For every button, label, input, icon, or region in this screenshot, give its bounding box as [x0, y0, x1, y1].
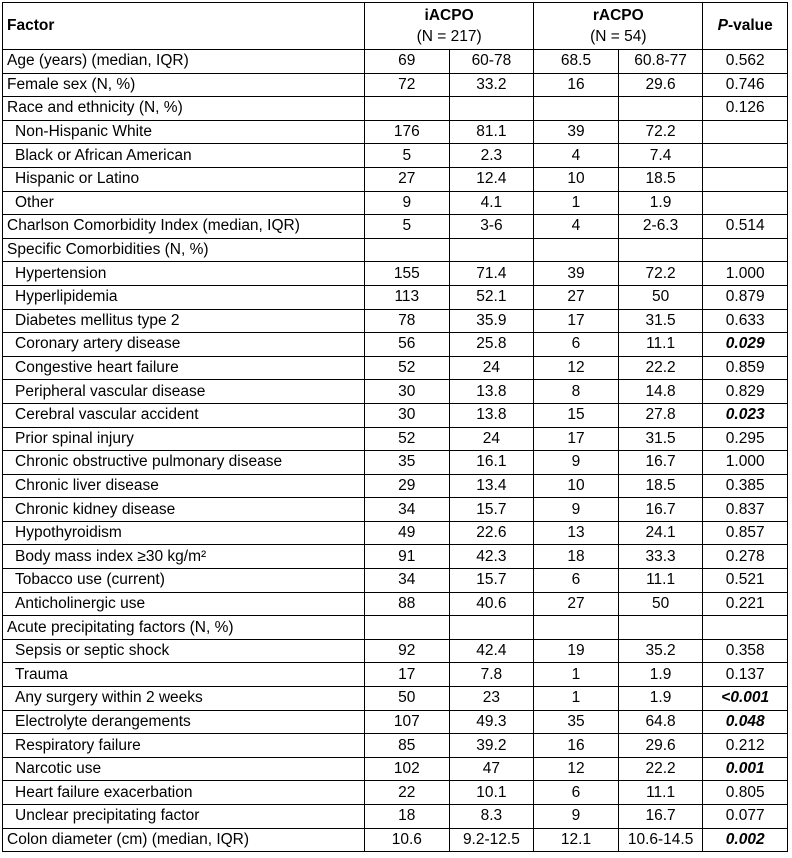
racpo-n-cell: 39 [534, 120, 619, 144]
pvalue-cell: 0.137 [703, 663, 788, 687]
racpo-n-cell: 1 [534, 663, 619, 687]
table-row [3, 663, 788, 687]
table-row [3, 734, 788, 758]
table-row [3, 191, 788, 215]
iacpo-value-cell [449, 616, 534, 640]
factor-cell: Female sex (N, %) [3, 73, 365, 97]
factor-cell: Any surgery within 2 weeks [3, 687, 365, 711]
table-row [3, 805, 788, 829]
iacpo-value-cell: 42.4 [449, 639, 534, 663]
racpo-value-cell: 11.1 [618, 781, 703, 805]
table-row [3, 215, 788, 239]
table-row [3, 403, 788, 427]
racpo-group-n: (N = 54) [590, 28, 647, 45]
racpo-value-cell: 16.7 [618, 498, 703, 522]
iacpo-value-cell: 49.3 [449, 710, 534, 734]
pvalue-cell: 1.000 [703, 451, 788, 475]
pvalue-cell: 0.077 [703, 805, 788, 829]
racpo-value-cell: 1.9 [618, 191, 703, 215]
table-row [3, 427, 788, 451]
racpo-value-cell: 16.7 [618, 805, 703, 829]
pvalue-cell: 0.837 [703, 498, 788, 522]
factor-cell: Hypothyroidism [3, 521, 365, 545]
iacpo-n-cell [365, 616, 450, 640]
table-row [3, 781, 788, 805]
iacpo-n-cell: 29 [365, 474, 450, 498]
iacpo-n-cell [365, 97, 450, 121]
racpo-n-cell: 12.1 [534, 828, 619, 852]
iacpo-n-cell [365, 238, 450, 262]
factor-cell: Other [3, 191, 365, 215]
iacpo-value-cell: 9.2-12.5 [449, 828, 534, 852]
racpo-n-cell: 1 [534, 191, 619, 215]
iacpo-n-cell: 30 [365, 403, 450, 427]
pvalue-cell: 0.295 [703, 427, 788, 451]
racpo-value-cell: 1.9 [618, 663, 703, 687]
table-row [3, 50, 788, 74]
racpo-value-cell: 18.5 [618, 474, 703, 498]
iacpo-value-cell [449, 238, 534, 262]
racpo-value-cell: 72.2 [618, 120, 703, 144]
iacpo-n-cell: 5 [365, 215, 450, 239]
iacpo-group-name: iACPO [424, 7, 474, 24]
table-row [3, 120, 788, 144]
table-row [3, 639, 788, 663]
table-row [3, 238, 788, 262]
pvalue-header-p: P [717, 17, 728, 34]
pvalue-cell: 0.126 [703, 97, 788, 121]
iacpo-n-cell: 155 [365, 262, 450, 286]
pvalue-cell: 0.857 [703, 521, 788, 545]
factor-cell: Congestive heart failure [3, 356, 365, 380]
racpo-value-cell: 11.1 [618, 333, 703, 357]
iacpo-value-cell: 47 [449, 757, 534, 781]
pvalue-cell: 0.879 [703, 285, 788, 309]
pvalue-cell: 1.000 [703, 262, 788, 286]
racpo-n-cell: 16 [534, 73, 619, 97]
factor-cell: Prior spinal injury [3, 427, 365, 451]
racpo-value-cell: 50 [618, 592, 703, 616]
header-row [3, 3, 788, 50]
iacpo-n-cell: 72 [365, 73, 450, 97]
iacpo-n-cell: 30 [365, 380, 450, 404]
racpo-n-cell: 9 [534, 451, 619, 475]
iacpo-n-cell: 22 [365, 781, 450, 805]
iacpo-value-cell: 52.1 [449, 285, 534, 309]
iacpo-n-cell: 27 [365, 167, 450, 191]
pvalue-cell: 0.358 [703, 639, 788, 663]
factor-cell: Anticholinergic use [3, 592, 365, 616]
racpo-value-cell: 22.2 [618, 356, 703, 380]
racpo-n-cell: 9 [534, 805, 619, 829]
racpo-group-header [534, 3, 703, 50]
racpo-n-cell: 39 [534, 262, 619, 286]
racpo-n-cell: 19 [534, 639, 619, 663]
table-row [3, 616, 788, 640]
pvalue-cell: 0.746 [703, 73, 788, 97]
iacpo-n-cell: 34 [365, 498, 450, 522]
iacpo-value-cell: 40.6 [449, 592, 534, 616]
pvalue-cell: 0.805 [703, 781, 788, 805]
factor-cell: Colon diameter (cm) (median, IQR) [3, 828, 365, 852]
racpo-value-cell: 14.8 [618, 380, 703, 404]
table-row [3, 144, 788, 168]
pvalue-cell [703, 616, 788, 640]
racpo-value-cell: 72.2 [618, 262, 703, 286]
factor-cell: Acute precipitating factors (N, %) [3, 616, 365, 640]
racpo-value-cell: 50 [618, 285, 703, 309]
racpo-n-cell: 13 [534, 521, 619, 545]
racpo-n-cell: 12 [534, 757, 619, 781]
iacpo-n-cell: 34 [365, 569, 450, 593]
racpo-value-cell [618, 616, 703, 640]
pvalue-cell [703, 167, 788, 191]
iacpo-value-cell: 81.1 [449, 120, 534, 144]
table-row [3, 687, 788, 711]
table-header [3, 3, 788, 50]
racpo-n-cell: 17 [534, 309, 619, 333]
pvalue-header-rest: -value [727, 17, 773, 34]
racpo-value-cell: 31.5 [618, 427, 703, 451]
racpo-n-cell: 6 [534, 781, 619, 805]
iacpo-value-cell [449, 97, 534, 121]
iacpo-value-cell: 7.8 [449, 663, 534, 687]
factor-cell: Hyperlipidemia [3, 285, 365, 309]
racpo-n-cell [534, 616, 619, 640]
pvalue-cell: 0.002 [703, 828, 788, 852]
iacpo-value-cell: 22.6 [449, 521, 534, 545]
factor-cell: Hypertension [3, 262, 365, 286]
iacpo-value-cell: 39.2 [449, 734, 534, 758]
racpo-value-cell [618, 97, 703, 121]
racpo-value-cell: 27.8 [618, 403, 703, 427]
table-row [3, 757, 788, 781]
pvalue-cell: 0.023 [703, 403, 788, 427]
iacpo-n-cell: 91 [365, 545, 450, 569]
iacpo-value-cell: 13.8 [449, 380, 534, 404]
racpo-value-cell: 11.1 [618, 569, 703, 593]
factor-cell: Hispanic or Latino [3, 167, 365, 191]
iacpo-n-cell: 9 [365, 191, 450, 215]
iacpo-value-cell: 42.3 [449, 545, 534, 569]
racpo-n-cell: 6 [534, 569, 619, 593]
factor-cell: Chronic kidney disease [3, 498, 365, 522]
racpo-n-cell [534, 97, 619, 121]
factor-cell: Electrolyte derangements [3, 710, 365, 734]
iacpo-value-cell: 71.4 [449, 262, 534, 286]
racpo-value-cell [618, 238, 703, 262]
iacpo-n-cell: 107 [365, 710, 450, 734]
iacpo-value-cell: 8.3 [449, 805, 534, 829]
racpo-value-cell: 60.8-77 [618, 50, 703, 74]
factor-cell: Narcotic use [3, 757, 365, 781]
table-row [3, 333, 788, 357]
factor-cell: Chronic obstructive pulmonary disease [3, 451, 365, 475]
iacpo-group-header [365, 3, 534, 50]
racpo-value-cell: 33.3 [618, 545, 703, 569]
racpo-n-cell: 16 [534, 734, 619, 758]
racpo-value-cell: 22.2 [618, 757, 703, 781]
table-row [3, 828, 788, 852]
pvalue-cell: 0.514 [703, 215, 788, 239]
table-row [3, 474, 788, 498]
iacpo-n-cell: 85 [365, 734, 450, 758]
iacpo-value-cell: 24 [449, 356, 534, 380]
iacpo-n-cell: 52 [365, 356, 450, 380]
pvalue-cell: 0.029 [703, 333, 788, 357]
factor-cell: Black or African American [3, 144, 365, 168]
table-row [3, 167, 788, 191]
racpo-value-cell: 16.7 [618, 451, 703, 475]
racpo-n-cell: 18 [534, 545, 619, 569]
iacpo-value-cell: 13.8 [449, 403, 534, 427]
table-row [3, 285, 788, 309]
pvalue-cell: 0.001 [703, 757, 788, 781]
factor-cell: Respiratory failure [3, 734, 365, 758]
racpo-n-cell: 27 [534, 592, 619, 616]
racpo-group-name: rACPO [592, 7, 644, 24]
iacpo-n-cell: 49 [365, 521, 450, 545]
factor-cell: Diabetes mellitus type 2 [3, 309, 365, 333]
pvalue-cell: 0.278 [703, 545, 788, 569]
pvalue-cell: 0.048 [703, 710, 788, 734]
pvalue-cell: 0.212 [703, 734, 788, 758]
factor-cell: Trauma [3, 663, 365, 687]
racpo-value-cell: 1.9 [618, 687, 703, 711]
iacpo-value-cell: 13.4 [449, 474, 534, 498]
racpo-value-cell: 29.6 [618, 73, 703, 97]
iacpo-value-cell: 24 [449, 427, 534, 451]
iacpo-value-cell: 3-6 [449, 215, 534, 239]
pvalue-cell: 0.633 [703, 309, 788, 333]
factor-cell: Age (years) (median, IQR) [3, 50, 365, 74]
iacpo-value-cell: 4.1 [449, 191, 534, 215]
iacpo-group-n: (N = 217) [416, 28, 482, 45]
pvalue-cell [703, 191, 788, 215]
pvalue-cell [703, 238, 788, 262]
iacpo-n-cell: 69 [365, 50, 450, 74]
factor-cell: Specific Comorbidities (N, %) [3, 238, 365, 262]
iacpo-n-cell: 102 [365, 757, 450, 781]
racpo-n-cell: 35 [534, 710, 619, 734]
racpo-n-cell: 68.5 [534, 50, 619, 74]
pvalue-cell: 0.829 [703, 380, 788, 404]
factor-cell: Charlson Comorbidity Index (median, IQR) [3, 215, 365, 239]
table-row [3, 380, 788, 404]
factor-cell: Heart failure exacerbation [3, 781, 365, 805]
iacpo-n-cell: 88 [365, 592, 450, 616]
iacpo-n-cell: 56 [365, 333, 450, 357]
factor-cell: Tobacco use (current) [3, 569, 365, 593]
iacpo-value-cell: 2.3 [449, 144, 534, 168]
racpo-n-cell: 15 [534, 403, 619, 427]
racpo-n-cell: 4 [534, 144, 619, 168]
pvalue-cell: 0.562 [703, 50, 788, 74]
table-row [3, 309, 788, 333]
pvalue-cell: 0.221 [703, 592, 788, 616]
iacpo-n-cell: 18 [365, 805, 450, 829]
iacpo-value-cell: 15.7 [449, 498, 534, 522]
iacpo-value-cell: 35.9 [449, 309, 534, 333]
iacpo-n-cell: 35 [365, 451, 450, 475]
iacpo-value-cell: 12.4 [449, 167, 534, 191]
pvalue-cell: <0.001 [703, 687, 788, 711]
iacpo-n-cell: 17 [365, 663, 450, 687]
racpo-n-cell: 10 [534, 474, 619, 498]
table-row [3, 521, 788, 545]
racpo-value-cell: 10.6-14.5 [618, 828, 703, 852]
table-body [3, 50, 788, 852]
factor-cell: Coronary artery disease [3, 333, 365, 357]
iacpo-n-cell: 52 [365, 427, 450, 451]
racpo-value-cell: 7.4 [618, 144, 703, 168]
iacpo-n-cell: 176 [365, 120, 450, 144]
iacpo-n-cell: 113 [365, 285, 450, 309]
table-row [3, 592, 788, 616]
racpo-n-cell: 9 [534, 498, 619, 522]
iacpo-n-cell: 50 [365, 687, 450, 711]
iacpo-value-cell: 23 [449, 687, 534, 711]
iacpo-n-cell: 10.6 [365, 828, 450, 852]
table-row [3, 451, 788, 475]
iacpo-value-cell: 10.1 [449, 781, 534, 805]
factor-cell: Body mass index ≥30 kg/m² [3, 545, 365, 569]
pvalue-cell: 0.385 [703, 474, 788, 498]
table-row [3, 545, 788, 569]
table-row [3, 569, 788, 593]
pvalue-cell [703, 120, 788, 144]
iacpo-value-cell: 16.1 [449, 451, 534, 475]
pvalue-cell [703, 144, 788, 168]
racpo-value-cell: 24.1 [618, 521, 703, 545]
racpo-value-cell: 2-6.3 [618, 215, 703, 239]
pvalue-cell: 0.521 [703, 569, 788, 593]
table-row [3, 73, 788, 97]
table-row [3, 710, 788, 734]
iacpo-n-cell: 92 [365, 639, 450, 663]
racpo-n-cell: 27 [534, 285, 619, 309]
iacpo-n-cell: 78 [365, 309, 450, 333]
factor-cell: Peripheral vascular disease [3, 380, 365, 404]
factor-column-header: Factor [3, 3, 365, 50]
racpo-n-cell: 8 [534, 380, 619, 404]
iacpo-value-cell: 25.8 [449, 333, 534, 357]
factor-cell: Sepsis or septic shock [3, 639, 365, 663]
factor-cell: Cerebral vascular accident [3, 403, 365, 427]
racpo-value-cell: 64.8 [618, 710, 703, 734]
racpo-value-cell: 35.2 [618, 639, 703, 663]
table-row [3, 262, 788, 286]
racpo-n-cell [534, 238, 619, 262]
pvalue-cell: 0.859 [703, 356, 788, 380]
iacpo-value-cell: 33.2 [449, 73, 534, 97]
racpo-value-cell: 18.5 [618, 167, 703, 191]
table-row [3, 97, 788, 121]
iacpo-value-cell: 60-78 [449, 50, 534, 74]
racpo-n-cell: 6 [534, 333, 619, 357]
factor-cell: Chronic liver disease [3, 474, 365, 498]
factor-cell: Race and ethnicity (N, %) [3, 97, 365, 121]
racpo-n-cell: 17 [534, 427, 619, 451]
factor-comparison-table [2, 2, 788, 852]
iacpo-value-cell: 15.7 [449, 569, 534, 593]
table-row [3, 498, 788, 522]
racpo-n-cell: 10 [534, 167, 619, 191]
racpo-n-cell: 1 [534, 687, 619, 711]
pvalue-column-header [703, 3, 788, 50]
factor-cell: Unclear precipitating factor [3, 805, 365, 829]
iacpo-n-cell: 5 [365, 144, 450, 168]
racpo-value-cell: 29.6 [618, 734, 703, 758]
racpo-n-cell: 4 [534, 215, 619, 239]
factor-cell: Non-Hispanic White [3, 120, 365, 144]
racpo-n-cell: 12 [534, 356, 619, 380]
table-row [3, 356, 788, 380]
racpo-value-cell: 31.5 [618, 309, 703, 333]
